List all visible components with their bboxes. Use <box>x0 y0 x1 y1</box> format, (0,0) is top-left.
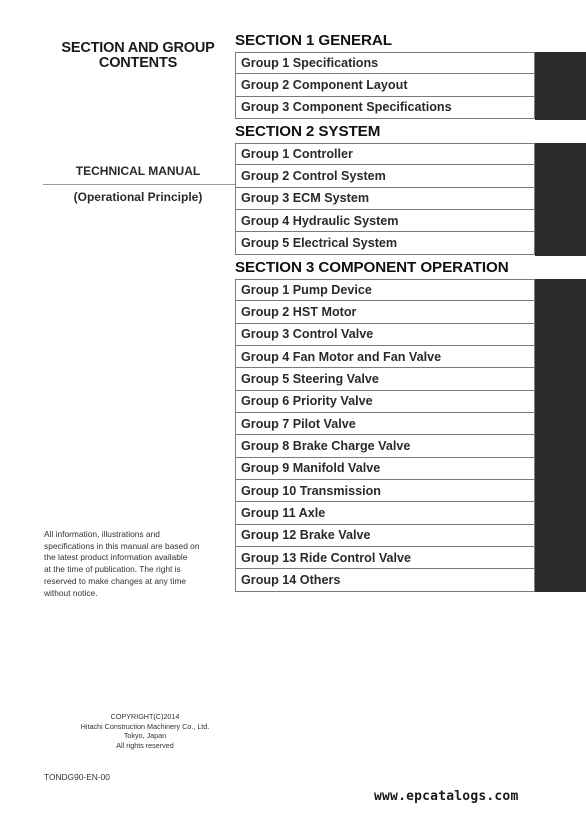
group-link[interactable]: Group 3 Component Specifications <box>235 97 535 119</box>
section-3-group-list <box>235 279 535 592</box>
section-1-group-list <box>235 52 535 119</box>
group-link[interactable]: Group 3 ECM System <box>235 188 535 210</box>
manual-title: TECHNICAL MANUAL <box>75 164 201 178</box>
contents-title-line2: CONTENTS <box>98 55 178 71</box>
section-1-heading: SECTION 1 GENERAL <box>235 32 392 49</box>
section-3-tab <box>535 279 586 592</box>
manual-subtitle: (Operational Principle) <box>73 190 203 204</box>
left-column <box>40 0 236 814</box>
group-link[interactable]: Group 11 Axle <box>235 502 535 524</box>
disclaimer-line: specifications in this manual are based on <box>44 540 200 551</box>
group-link[interactable]: Group 4 Hydraulic System <box>235 210 535 232</box>
group-link[interactable]: Group 1 Controller <box>235 143 535 165</box>
section-1-tab <box>535 52 586 120</box>
group-link[interactable]: Group 3 Control Valve <box>235 324 535 346</box>
group-link[interactable]: Group 10 Transmission <box>235 480 535 502</box>
group-link[interactable]: Group 2 Control System <box>235 165 535 187</box>
disclaimer-line: reserved to make changes at any time <box>44 575 186 586</box>
copyright-block <box>60 712 230 750</box>
title-divider <box>43 184 235 185</box>
disclaimer-text <box>44 529 230 599</box>
watermark-url: www.epcatalogs.com <box>374 789 519 804</box>
section-2-group-list <box>235 143 535 255</box>
copyright-line: All rights reserved <box>116 740 174 750</box>
disclaimer-line: the latest product information available <box>44 552 188 563</box>
group-link[interactable]: Group 8 Brake Charge Valve <box>235 435 535 457</box>
group-link[interactable]: Group 5 Electrical System <box>235 232 535 254</box>
group-link[interactable]: Group 1 Specifications <box>235 52 535 74</box>
copyright-line: COPYRIGHT(C)2014 <box>110 712 180 721</box>
group-link[interactable]: Group 6 Priority Valve <box>235 391 535 413</box>
section-3-heading: SECTION 3 COMPONENT OPERATION <box>235 259 509 276</box>
disclaimer-line: without notice. <box>44 587 98 598</box>
disclaimer-line: at the time of publication. The right is <box>44 564 181 575</box>
section-2-heading: SECTION 2 SYSTEM <box>235 123 381 140</box>
group-link[interactable]: Group 7 Pilot Valve <box>235 413 535 435</box>
group-link[interactable]: Group 2 Component Layout <box>235 74 535 96</box>
contents-title <box>40 41 236 71</box>
disclaimer-line: All information, illustrations and <box>44 529 160 539</box>
section-2-tab <box>535 143 586 256</box>
group-link[interactable]: Group 13 Ride Control Valve <box>235 547 535 569</box>
group-link[interactable]: Group 4 Fan Motor and Fan Valve <box>235 346 535 368</box>
group-link[interactable]: Group 12 Brake Valve <box>235 525 535 547</box>
copyright-line: Hitachi Construction Machinery Co., Ltd. <box>80 721 210 731</box>
contents-title-line1: SECTION AND GROUP <box>61 40 215 56</box>
document-code: TONDG90-EN-00 <box>44 772 110 782</box>
group-link[interactable]: Group 14 Others <box>235 569 535 591</box>
group-link[interactable]: Group 2 HST Motor <box>235 301 535 323</box>
copyright-line: Tokyo, Japan <box>123 731 167 741</box>
group-link[interactable]: Group 5 Steering Valve <box>235 368 535 390</box>
group-link[interactable]: Group 1 Pump Device <box>235 279 535 301</box>
group-link[interactable]: Group 9 Manifold Valve <box>235 458 535 480</box>
